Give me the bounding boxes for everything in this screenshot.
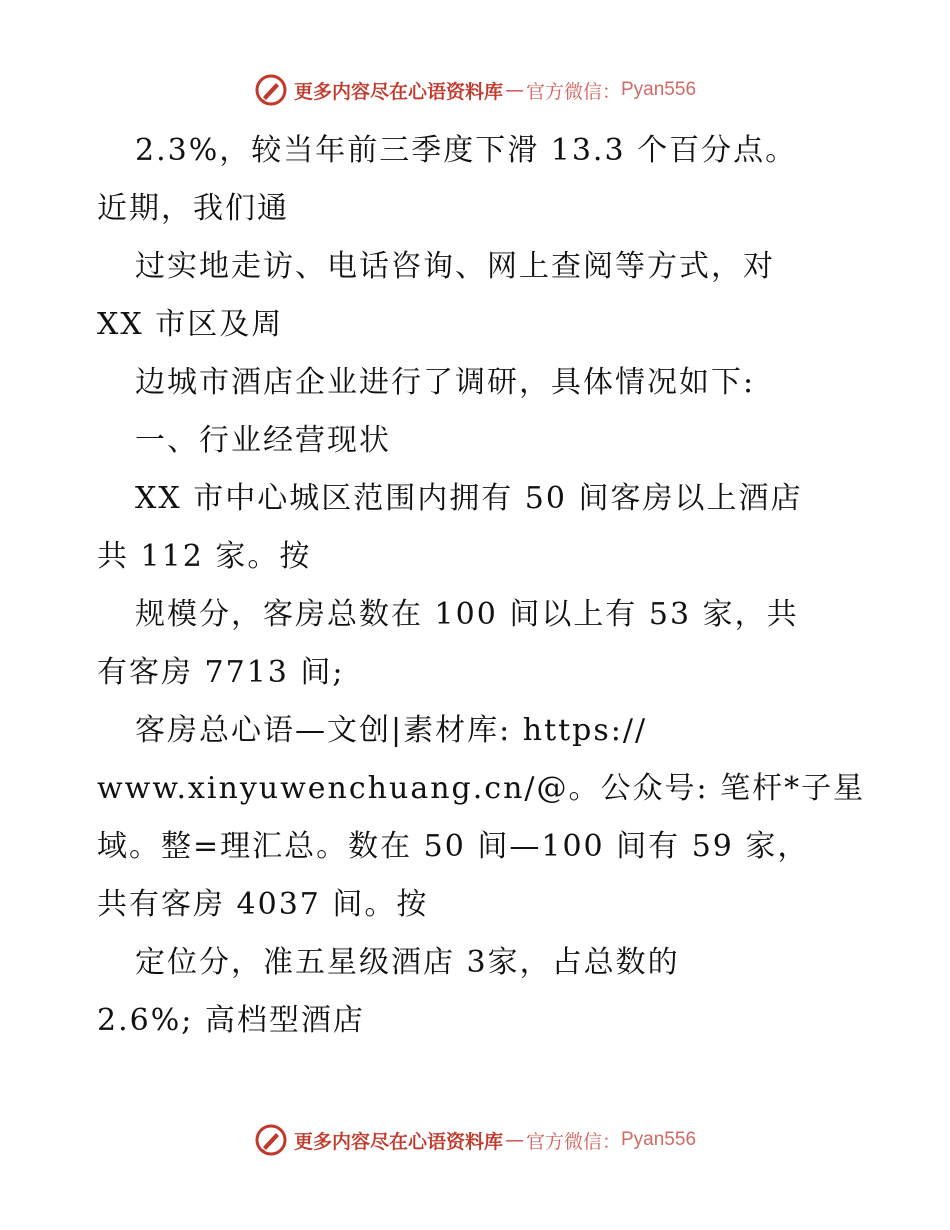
section-heading: 一、行业经营现状	[135, 423, 391, 458]
paragraph-line: www.xinyuwenchuang.cn/@。公众号: 笔杆*子星	[97, 771, 866, 806]
paragraph-line: 2.3%，较当年前三季度下滑 13.3 个百分点。	[135, 133, 798, 168]
paragraph-line: 定位分，准五星级酒店 3家，占总数的	[135, 945, 680, 980]
paragraph-line: 有客房 7713 间;	[97, 655, 345, 690]
paragraph-line: 共有客房 4037 间。按	[97, 887, 429, 922]
paragraph-line: 规模分，客房总数在 100 间以上有 53 家，共	[135, 597, 799, 632]
paragraph-line: 共 112 家。按	[97, 539, 312, 574]
watermark-dash: —	[504, 79, 524, 101]
watermark-wechat-label: 官方微信：	[525, 80, 621, 103]
paragraph-line: XX 市中心城区范围内拥有 50 间客房以上酒店	[135, 481, 803, 516]
watermark-wechat-id: Pyan556	[621, 79, 697, 100]
paragraph-line: 近期，我们通	[97, 191, 289, 226]
paragraph-line: XX 市区及周	[97, 307, 284, 342]
paragraph-line: 过实地走访、电话咨询、网上查阅等方式，对	[135, 249, 775, 284]
paragraph-line: 2.6%; 高档型酒店	[97, 1003, 365, 1038]
brush-logo-icon	[254, 73, 288, 107]
document-body	[97, 122, 866, 1050]
watermark-site-name: 更多内容尽在心语资料库	[293, 1130, 503, 1153]
paragraph-line: 域。整=理汇总。数在 50 间—100 间有 59 家，	[97, 829, 810, 864]
footer-watermark	[0, 1120, 950, 1160]
header-watermark	[0, 70, 950, 110]
paragraph-line: 客房总心语—文创|素材库: https://	[135, 713, 648, 748]
paragraph-line: 边城市酒店企业进行了调研，具体情况如下:	[135, 365, 756, 400]
watermark-wechat-id: Pyan556	[621, 1129, 697, 1150]
watermark-wechat-label: 官方微信：	[525, 1130, 621, 1153]
brush-logo-icon	[254, 1123, 288, 1157]
watermark-dash: —	[504, 1129, 524, 1151]
watermark-site-name: 更多内容尽在心语资料库	[293, 80, 503, 103]
